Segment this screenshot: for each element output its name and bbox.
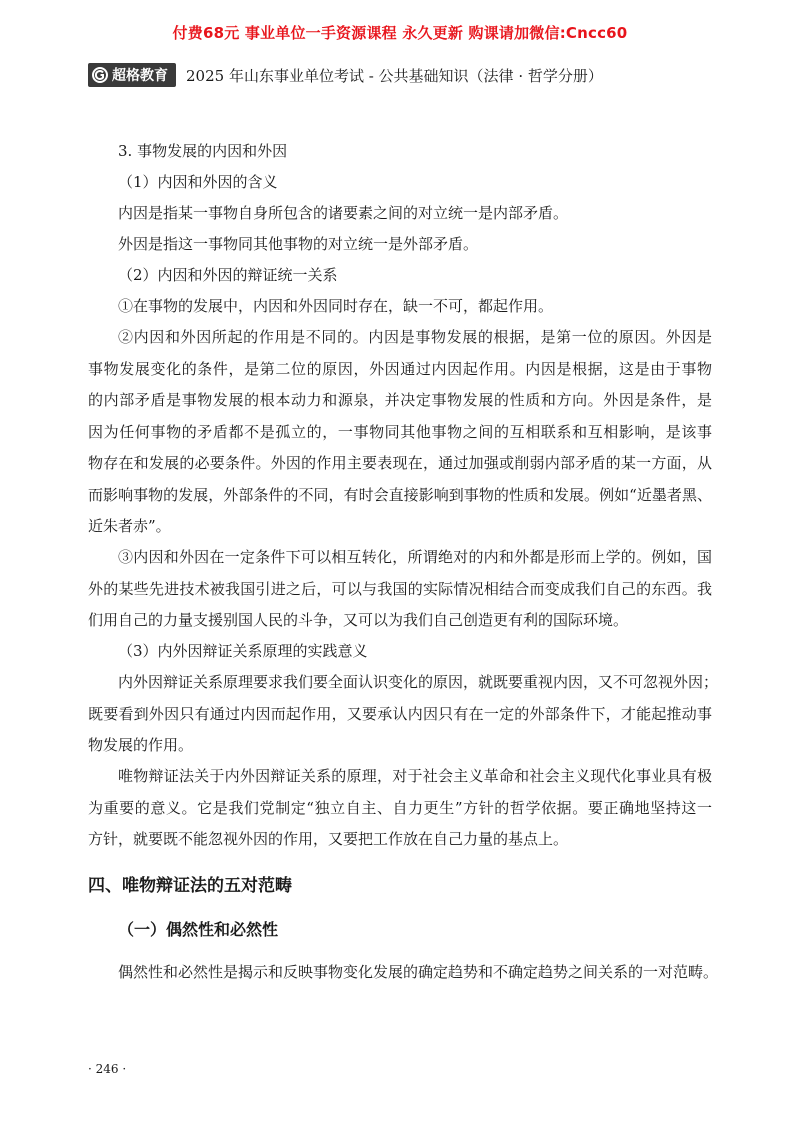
external-cause-definition: 外因是指这一事物同其他事物的对立统一是外部矛盾。 [118, 235, 479, 253]
paragraph-line: 方针，就要既不能忽视外因的作用，又要把工作放在自己力量的基点上。 [88, 830, 569, 848]
page-header [88, 62, 603, 88]
paragraph-line: ②内因和外因所起的作用是不同的。内因是事物发展的根据，是第一位的原因。外因是 [118, 328, 712, 346]
page-content [88, 136, 719, 988]
paragraph-line: 唯物辩证法关于内外因辩证关系的原理，对于社会主义革命和社会主义现代化事业具有极 [118, 767, 712, 785]
paragraph-line: ③内因和外因在一定条件下可以相互转化，所谓绝对的内和外都是形而上学的。例如，国 [118, 548, 712, 566]
paragraph-line: 事物发展变化的条件，是第二位的原因，外因通过内因起作用。内因是根据，这是由于事物 [88, 359, 712, 378]
practice-paragraph [88, 667, 719, 761]
internal-cause-definition: 内因是指某一事物自身所包含的诸要素之间的对立统一是内部矛盾。 [118, 204, 569, 222]
page-number: · 246 · [88, 1062, 127, 1076]
paragraph-line: 近朱者赤”。 [88, 517, 171, 535]
item-3-title: 3. 事物发展的内因和外因 [118, 142, 288, 160]
watermark-banner: 付费68元 事业单位一手资源课程 永久更新 购课请加微信:Cncc60 [172, 24, 628, 42]
section-4-subheading: （一）偶然性和必然性 [118, 920, 279, 939]
paragraph-line: 为重要的意义。它是我们党制定“独立自主、自力更生”方针的哲学依据。要正确地坚持这一 [88, 798, 712, 817]
paragraph-line: 物发展的作用。 [88, 736, 194, 754]
sub-1-title: （1）内因和外因的含义 [118, 173, 278, 191]
paragraph-line: 内外因辩证关系原理要求我们要全面认识变化的原因，就既要重视内因，又不可忽视外因； [118, 673, 719, 691]
point-1: ①在事物的发展中，内因和外因同时存在，缺一不可，都起作用。 [118, 297, 554, 315]
point-3-paragraph [88, 542, 712, 636]
paragraph-line: 而影响事物的发展，外部条件的不同，有时会直接影响到事物的性质和发展。例如“近墨者黑、 [88, 485, 712, 504]
brand-logo [88, 63, 176, 87]
brand-logo-text: 超格教育 [112, 68, 168, 84]
header-title: 2025 年山东事业单位考试 - 公共基础知识（法律 · 哲学分册） [186, 66, 603, 85]
sub-3-title: （3）内外因辩证关系原理的实践意义 [118, 642, 368, 660]
point-2-paragraph [88, 322, 712, 542]
paragraph-line: 外的某些先进技术被我国引进之后，可以与我国的实际情况相结合而变成我们自己的东西。我 [88, 579, 712, 598]
section-4-intro: 偶然性和必然性是揭示和反映事物变化发展的确定趋势和不确定趋势之间关系的一对范畴。 [118, 963, 719, 981]
paragraph-line: 们用自己的力量支援别国人民的斗争，又可以为我们自己创造更有利的国际环境。 [88, 611, 629, 629]
significance-paragraph [88, 761, 712, 855]
paragraph-line: 物存在和发展的必要条件。外因的作用主要表现在，通过加强或削弱内部矛盾的某一方面，从 [88, 454, 712, 472]
paragraph-line: 因为任何事物的矛盾都不是孤立的，一事物同其他事物之间的互相联系和互相影响，是该事 [88, 422, 712, 441]
brand-logo-icon [92, 67, 108, 83]
paragraph-line: 既要看到外因只有通过内因而起作用，又要承认内因只有在一定的外部条件下，才能起推动事 [88, 704, 712, 723]
paragraph-line: 的内部矛盾是事物发展的根本动力和源泉，并决定事物发展的性质和方向。外因是条件，是 [88, 391, 712, 409]
sub-2-title: （2）内因和外因的辩证统一关系 [118, 266, 338, 284]
section-4-heading: 四、唯物辩证法的五对范畴 [88, 876, 292, 896]
